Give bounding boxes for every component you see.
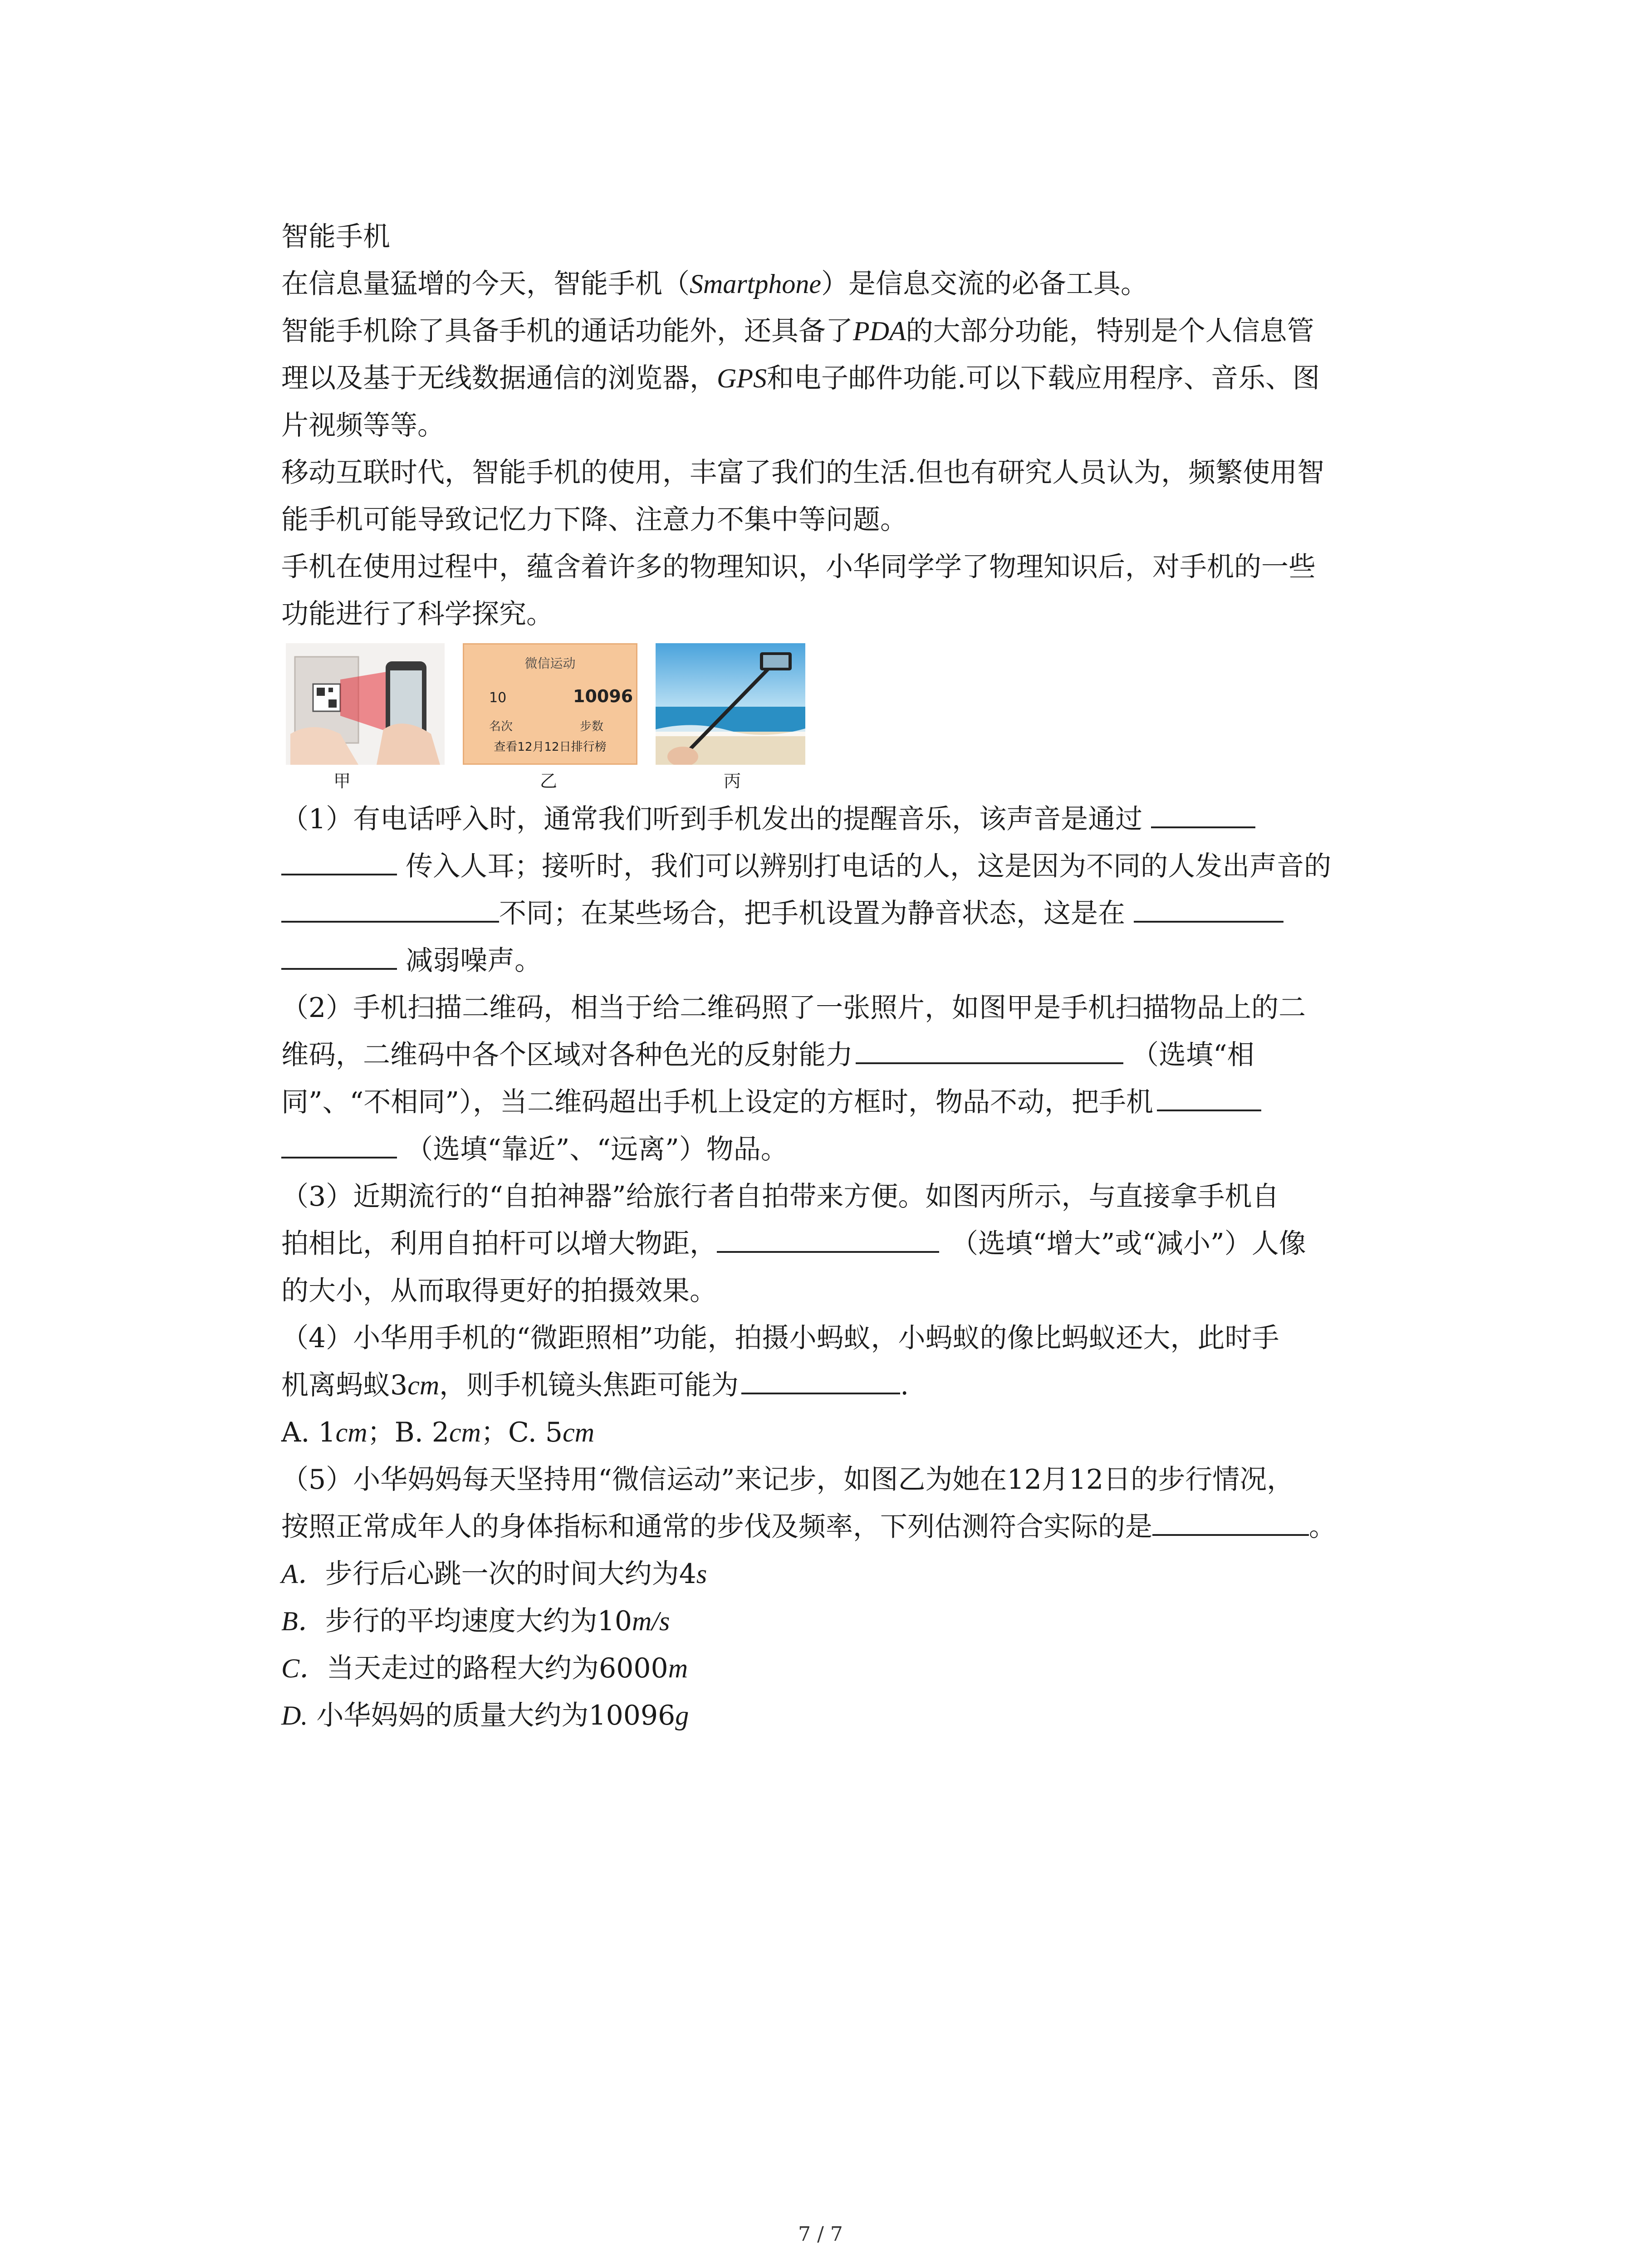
q3-line-2: 拍相比，利用自拍杆可以增大物距， （选填“增大”或“减小”）人像 — [281, 1220, 1443, 1267]
q1-line-2: 传入人耳；接听时，我们可以辨别打电话的人，这是因为不同的人发出声音的 — [281, 843, 1443, 890]
figure-yi-label: 乙 — [540, 771, 558, 791]
document-title: 智能手机 — [281, 221, 390, 253]
q2-line-1: （2）手机扫描二维码，相当于给二维码照了一张照片，如图甲是手机扫描物品上的二 — [281, 992, 1306, 1024]
q5-option-c: C．当天走过的路程大约为6000m — [281, 1652, 688, 1684]
wechat-rank: 10 — [489, 690, 507, 706]
q4-line-1: （4）小华用手机的“微距照相”功能，拍摄小蚂蚁，小蚂蚁的像比蚂蚁还大，此时手 — [281, 1322, 1279, 1354]
figure-yi-wechat-steps — [463, 643, 637, 765]
q2-line-2: 维码，二维码中各个区域对各种色光的反射能力 （选填“相 — [281, 1031, 1443, 1079]
q5-line-1: （5）小华妈妈每天坚持用“微信运动”来记步，如图乙为她在12月12日的步行情况， — [281, 1464, 1294, 1496]
q1-blank-3[interactable] — [1134, 892, 1283, 923]
intro-line-6: 能手机可能导致记忆力下降、注意力不集中等问题。 — [281, 504, 907, 536]
q3-line-1: （3）近期流行的“自拍神器”给旅行者自拍带来方便。如图丙所示，与直接拿手机自 — [281, 1181, 1279, 1212]
figure-bing-selfie-stick — [656, 643, 805, 765]
q1-blank-1[interactable] — [1151, 797, 1255, 828]
intro-line-4: 片视频等等。 — [281, 410, 445, 441]
q2-line-3: 同”、“不相同”），当二维码超出手机上设定的方框时，物品不动，把手机 — [281, 1079, 1443, 1126]
q1-line-1: （1）有电话呼入时，通常我们听到手机发出的提醒音乐，该声音是通过 — [281, 796, 1443, 843]
q4-line-2: 机离蚂蚁3cm，则手机镜头焦距可能为 . — [281, 1362, 1443, 1409]
q2-blank-2[interactable] — [1157, 1080, 1261, 1111]
figure-jia-qr-scan — [286, 643, 445, 765]
figure-jia-label: 甲 — [333, 771, 351, 791]
intro-line-7: 手机在使用过程中，蕴含着许多的物理知识，小华同学学了物理知识后，对手机的一些 — [281, 551, 1316, 583]
q1-blank-3-cont[interactable] — [281, 939, 397, 970]
intro-line-5: 移动互联时代，智能手机的使用，丰富了我们的生活.但也有研究人员认为，频繁使用智 — [281, 457, 1325, 489]
q5-blank-1[interactable] — [1152, 1505, 1309, 1536]
figure-row — [281, 643, 1443, 793]
intro-line-3: 理以及基于无线数据通信的浏览器，GPS和电子邮件功能.可以下载应用程序、音乐、图 — [281, 362, 1320, 394]
q1-line-3: 不同；在某些场合，把手机设置为静音状态，这是在 — [281, 890, 1443, 937]
q2-blank-2-cont[interactable] — [281, 1128, 397, 1158]
figure-bing-label: 丙 — [724, 771, 741, 791]
intro-line-8: 功能进行了科学探究。 — [281, 598, 554, 630]
q4-blank-1[interactable] — [741, 1364, 900, 1394]
q1-line-4: 减弱噪声。 — [281, 937, 1443, 984]
wechat-steps-caption: 步数 — [580, 720, 604, 733]
wechat-steps: 10096 — [573, 686, 633, 706]
intro-line-1: 在信息量猛增的今天，智能手机（Smartphone）是信息交流的必备工具。 — [281, 268, 1148, 300]
wechat-header: 微信运动 — [524, 656, 576, 671]
page-number: 7 / 7 — [798, 2223, 843, 2246]
document-body — [281, 213, 1443, 1739]
wechat-footer: 查看12月12日排行榜 — [494, 740, 607, 754]
q1-blank-1-cont[interactable] — [281, 845, 397, 875]
wechat-rank-caption: 名次 — [489, 720, 513, 733]
q1-blank-2[interactable] — [281, 892, 499, 923]
q2-line-4: （选填“靠近”、“远离”）物品。 — [281, 1126, 1443, 1173]
q3-line-3: 的大小，从而取得更好的拍摄效果。 — [281, 1275, 717, 1307]
q5-option-b: B．步行的平均速度大约为10m/s — [281, 1605, 670, 1637]
q5-option-a: A．步行后心跳一次的时间大约为4s — [281, 1558, 707, 1590]
q5-option-d: D. 小华妈妈的质量大约为10096g — [281, 1700, 689, 1731]
intro-line-2: 智能手机除了具备手机的通话功能外，还具备了PDA的大部分功能，特别是个人信息管 — [281, 315, 1314, 347]
q2-blank-1[interactable] — [856, 1033, 1123, 1064]
q3-blank-1[interactable] — [717, 1222, 939, 1253]
q5-line-2: 按照正常成年人的身体指标和通常的步伐及频率，下列估测符合实际的是 。 — [281, 1503, 1443, 1550]
q4-options: A. 1cm；B. 2cm；C. 5cm — [281, 1417, 595, 1448]
